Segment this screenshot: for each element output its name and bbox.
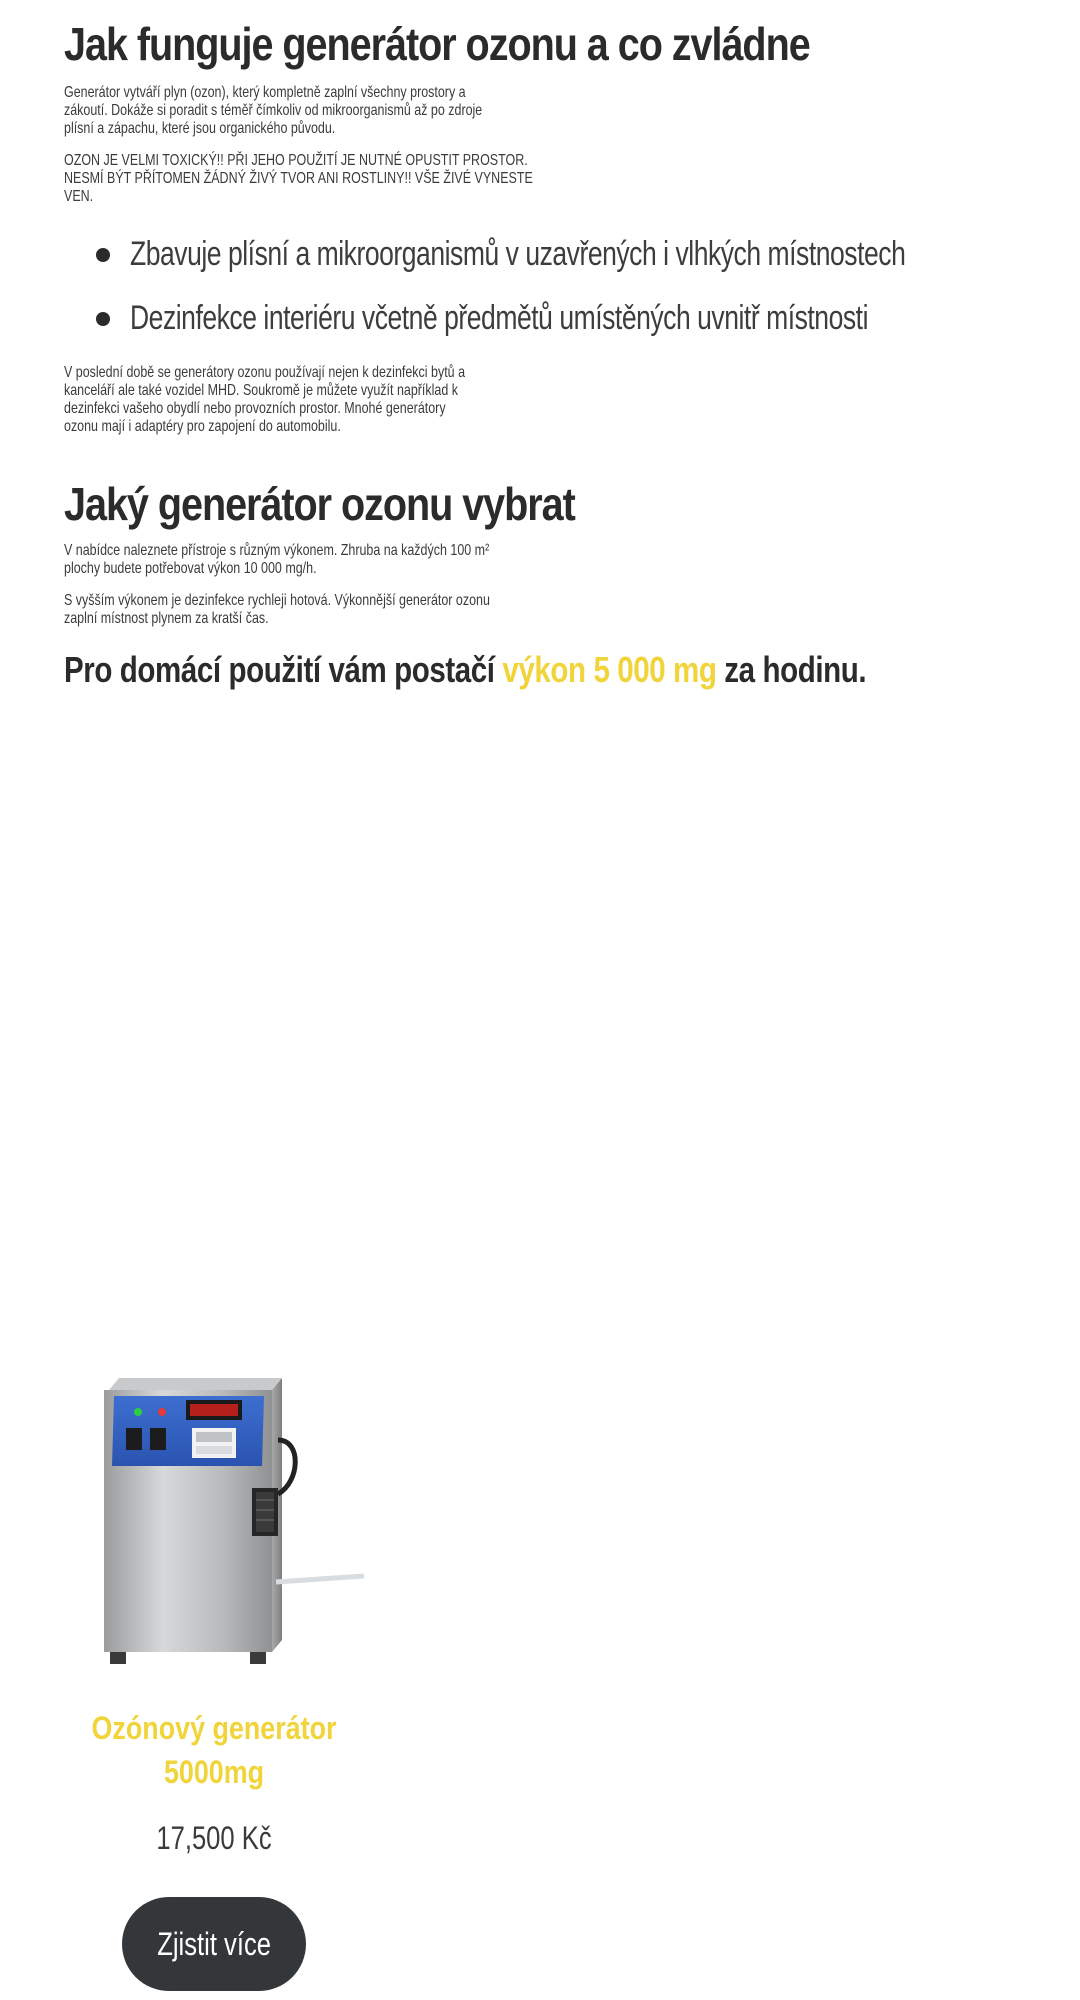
product-title-line: Ozónový generátor	[91, 1710, 337, 1746]
list-item-text: Zbavuje plísní a mikroorganismů v uzavřených i vlhkých místnostech	[130, 235, 906, 273]
mhd-line: kanceláří ale také vozidel MHD. Soukromě je můžete využít například k	[64, 382, 458, 399]
offer-paragraph	[64, 542, 1032, 578]
home-use-text-after: za hodinu.	[716, 649, 867, 690]
home-use-text-before: Pro domácí použití vám postačí	[64, 649, 503, 690]
section-heading-which-to-choose: Jaký generátor ozonu vybrat	[64, 478, 575, 530]
power-paragraph	[64, 592, 1032, 628]
mhd-line: V poslední době se generátory ozonu používají nejen k dezinfekci bytů a	[64, 364, 466, 381]
home-use-highlight: výkon 5 000 mg	[502, 649, 717, 690]
list-item	[64, 286, 1032, 350]
learn-more-button[interactable]	[122, 1897, 306, 1991]
bullet-icon	[96, 248, 110, 262]
intro-paragraph	[64, 84, 1032, 138]
home-use-recommendation	[64, 642, 867, 698]
warning-line: OZON JE VELMI TOXICKÝ!! PŘI JEHO POUŽITÍ JE NUTNÉ OPUSTIT PROSTOR.	[64, 152, 528, 169]
offer-line: plochy budete potřebovat výkon 10 000 mg/h.	[64, 560, 317, 577]
intro-line: plísní a zápachu, které jsou organického původu.	[64, 120, 336, 137]
warning-line: NESMÍ BÝT PŘÍTOMEN ŽÁDNÝ ŽIVÝ TVOR ANI ROSTLINY!! VŠE ŽIVÉ VYNESTE	[64, 170, 533, 187]
intro-line: Generátor vytváří plyn (ozon), který kompletně zaplní všechny prostory a	[64, 84, 466, 101]
list-item	[64, 222, 1032, 286]
product-title-line: 5000mg	[163, 1754, 265, 1790]
mhd-line: ozonu mají i adaptéry pro zapojení do automobilu.	[64, 418, 341, 435]
learn-more-button-label: Zjistit více	[157, 1925, 271, 1962]
list-item-text: Dezinfekce interiéru včetně předmětů umístěných uvnitř místnosti	[130, 299, 868, 337]
section-heading-how-it-works: Jak funguje generátor ozonu a co zvládne	[64, 18, 810, 70]
intro-line: zákoutí. Dokáže si poradit s téměř čímkoliv od mikroorganismů až po zdroje	[64, 102, 483, 119]
product-title-link[interactable]	[88, 1706, 340, 1794]
power-line: zaplní místnost plynem za kratší čas.	[64, 610, 269, 627]
power-line: S vyšším výkonem je dezinfekce rychleji hotová. Výkonnější generátor ozonu	[64, 592, 490, 609]
article-content	[64, 0, 1032, 698]
feature-list	[64, 222, 1032, 350]
offer-line: V nabídce naleznete přístroje s různým výkonem. Zhruba na každých 100 m²	[64, 542, 490, 559]
mhd-line: dezinfekci vašeho obydlí nebo provozních prostor. Mnohé generátory	[64, 400, 446, 417]
product-price: 17,500 Kč	[156, 1820, 272, 1856]
product-card	[64, 1370, 364, 1991]
warning-line: VEN.	[64, 188, 94, 205]
warning-paragraph	[64, 152, 1032, 206]
ozone-generator-image[interactable]	[64, 1370, 364, 1670]
mhd-paragraph	[64, 364, 1032, 436]
bullet-icon	[96, 312, 110, 326]
